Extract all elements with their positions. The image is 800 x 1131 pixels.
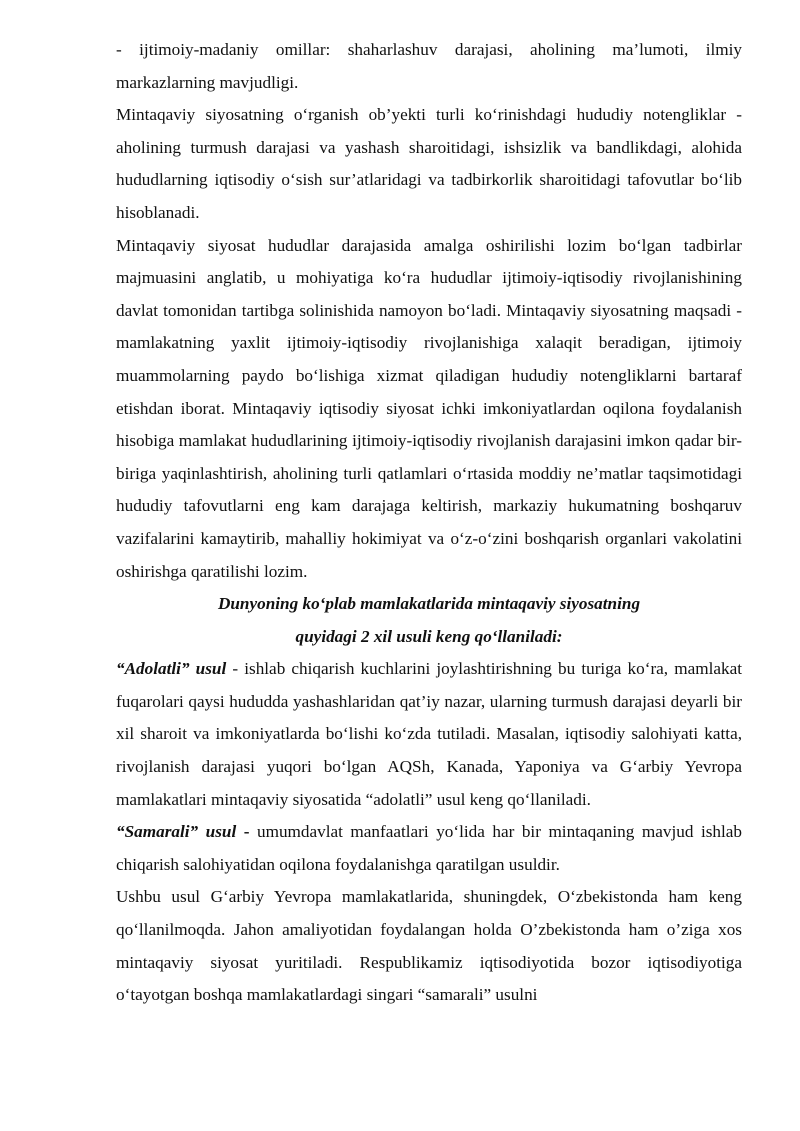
fair-method-text: - ishlab chiqarish kuchlarini joylashtirishning bu turiga ko‘ra, mamlakat fuqarolari qaysi hududda yashashlaridan qat’iy nazar, ularning turmush darajasi deyarli bir xil sharoit va imkoniyatlarda bo‘lishi ko‘zda tutiladi. Masalan, iqtisodiy salohiyati katta, rivojlanish darajasi yuqori bo‘lgan AQSh, Kanada, Yaponiya va G‘arbiy Yevropa mamlakatlari mintaqaviy siyosatida “adolatli” usul keng qo‘llaniladi. [116, 659, 742, 809]
section-heading-line-1: Dunyoning ko‘plab mamlakatlarida mintaqaviy siyosatning [217, 594, 641, 614]
efficient-method-text: umumdavlat manfaatlari yo‘lida har bir mintaqaning mavjud ishlab chiqarish salohiyatidan oqilona foydalanishga qaratilgan usuldir. [116, 822, 742, 874]
fair-method-term: “Adolatli” usul [116, 659, 227, 679]
efficient-method-dash: - [236, 822, 250, 842]
paragraph-regional-policy: Mintaqaviy siyosat hududlar darajasida amalga oshirilishi lozim bo‘lgan tadbirlar majmuasini anglatib, u mohiyatiga ko‘ra hududlar ijtimoiy-iqtisodiy rivojlanishining davlat tomonidan tartibga solinishida namoyon bo‘ladi. Mintaqaviy siyosatning maqsadi - mamlakatning yaxlit ijtimoiy-iqtisodiy rivojlanishiga xalaqit beradigan, ijtimoiy muammolarning paydo bo‘lishiga xizmat qiladigan hududiy notengliklarni bartaraf etishdan iborat. Mintaqaviy iqtisodiy siyosat ichki imkoniyatlardan oqilona foydalanish hisobiga mamlakat hududlarining ijtimoiy-iqtisodiy rivojlanish darajasini imkon qadar bir-biriga yaqinlashtirish, aholining turli qatlamlari o‘rtasida moddiy ne’matlar taqsimotidagi hududiy tafovutlarni eng kam darajaga keltirish, markaziy hukumatning boshqaruv vazifalarini kamaytirib, mahalliy hokimiyat va o‘z-o‘zini boshqarish organlari vakolatini oshirishga qaratilishi lozim. [116, 235, 742, 581]
paragraph-study-object: Mintaqaviy siyosatning o‘rganish ob’yekti turli ko‘rinishdagi hududiy notengliklar - aholining turmush darajasi va yashash sharoitidagi, ishsizlik va bandlikdagi, alohida hududlarning iqtisodiy o‘sish sur’atlaridagi va tadbirkorlik sharoitidagi tafovutlar bo‘lib hisoblanadi. [116, 105, 742, 222]
paragraph-uzbekistan-practice: Ushbu usul G‘arbiy Yevropa mamlakatlarida, shuningdek, O‘zbekistonda ham keng qo‘llanilmoqda. Jahon amaliyotidan foydalangan holda O’zbekistonda ham o’ziga xos mintaqaviy siyosat yuritiladi. Respublikamiz iqtisodiyotida bozor iqtisodiyotiga o‘tayotgan boshqa mamlakatlardagi singari “samarali” usulni [116, 887, 742, 1005]
section-heading-line-2: quyidagi 2 xil usuli keng qo‘llaniladi: [295, 626, 563, 646]
section-heading [116, 588, 742, 653]
paragraph-efficient-method [116, 816, 742, 881]
document-page [116, 34, 742, 1012]
efficient-method-term: “Samarali” usul [116, 822, 237, 842]
paragraph-fair-method [116, 653, 742, 816]
paragraph-social-cultural-factors: - ijtimoiy-madaniy omillar: shaharlashuv darajasi, aholining ma’lumoti, ilmiy markazlarning mavjudligi. [116, 40, 742, 92]
